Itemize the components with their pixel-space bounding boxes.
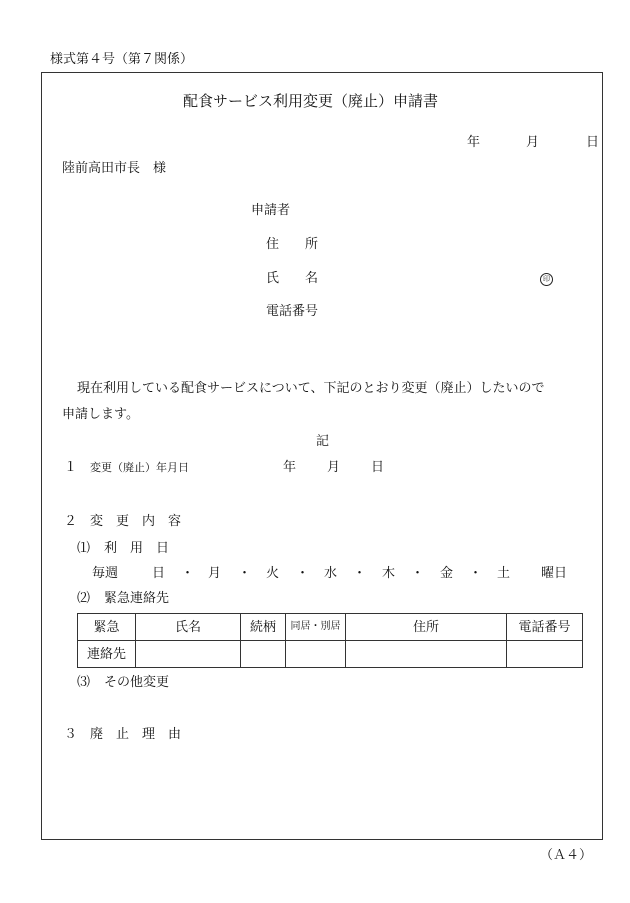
section-3-number: ３ bbox=[64, 727, 78, 742]
applicant-name-label: 氏 名 bbox=[266, 271, 319, 286]
applicant-phone-label: 電話番号 bbox=[266, 304, 319, 319]
usage-sep-2: ・ bbox=[238, 566, 252, 581]
section-1-label: 変更（廃止）年月日 bbox=[90, 461, 189, 474]
cell-address[interactable] bbox=[346, 641, 507, 668]
section-2-number: ２ bbox=[64, 514, 78, 529]
usage-day-thu: 木 bbox=[382, 566, 396, 581]
usage-suffix: 曜日 bbox=[541, 566, 568, 581]
usage-day-fri: 金 bbox=[440, 566, 454, 581]
form-number: 様式第４号（第７関係） bbox=[50, 52, 194, 67]
ki-mark: 記 bbox=[316, 434, 330, 449]
page-title: 配食サービス利用変更（廃止）申請書 bbox=[183, 92, 439, 110]
cell-phone[interactable] bbox=[507, 641, 583, 668]
usage-sep-5: ・ bbox=[411, 566, 425, 581]
body-line-1: 現在利用している配食サービスについて、下記のとおり変更（廃止）したいので bbox=[77, 381, 545, 396]
table-row bbox=[78, 641, 583, 668]
usage-sep-1: ・ bbox=[181, 566, 195, 581]
usage-sep-4: ・ bbox=[353, 566, 367, 581]
seal-mark: 印 bbox=[540, 271, 553, 286]
usage-day-wed: 水 bbox=[324, 566, 338, 581]
usage-day-sat: 土 bbox=[497, 566, 511, 581]
date-day: 日 bbox=[586, 135, 600, 150]
sub-3-label: その他変更 bbox=[104, 675, 170, 690]
body-line-2: 申請します。 bbox=[62, 407, 139, 422]
sub-1-number: ⑴ bbox=[77, 541, 91, 556]
table-row bbox=[78, 614, 583, 641]
cell-name[interactable] bbox=[136, 641, 241, 668]
applicant-address-label: 住 所 bbox=[266, 237, 319, 252]
section-1-month: 月 bbox=[327, 460, 341, 475]
section-1-day: 日 bbox=[371, 460, 385, 475]
cell-relation[interactable] bbox=[241, 641, 286, 668]
cell-cohabitation[interactable] bbox=[286, 641, 346, 668]
header-name: 氏名 bbox=[136, 614, 241, 641]
date-year: 年 bbox=[467, 135, 481, 150]
section-2-label: 変 更 内 容 bbox=[90, 514, 182, 529]
usage-weekly: 毎週 bbox=[92, 566, 119, 581]
sub-2-number: ⑵ bbox=[77, 591, 91, 606]
row-head-top: 緊急 bbox=[78, 614, 136, 641]
usage-sep-3: ・ bbox=[296, 566, 310, 581]
form-frame bbox=[41, 72, 603, 840]
section-1-number: １ bbox=[64, 460, 78, 475]
row-head-bottom: 連絡先 bbox=[78, 641, 136, 668]
section-3-label: 廃 止 理 由 bbox=[90, 727, 182, 742]
sub-2-label: 緊急連絡先 bbox=[104, 591, 170, 606]
usage-day-mon: 月 bbox=[208, 566, 222, 581]
addressee: 陸前高田市長 様 bbox=[62, 161, 167, 176]
section-1-year: 年 bbox=[283, 460, 297, 475]
usage-day-tue: 火 bbox=[266, 566, 280, 581]
date-month: 月 bbox=[526, 135, 540, 150]
sub-3-number: ⑶ bbox=[77, 675, 91, 690]
applicant-heading: 申請者 bbox=[251, 203, 291, 218]
sub-1-label: 利 用 日 bbox=[104, 541, 170, 556]
header-address: 住所 bbox=[346, 614, 507, 641]
header-relation: 続柄 bbox=[241, 614, 286, 641]
header-phone: 電話番号 bbox=[507, 614, 583, 641]
emergency-contact-table bbox=[77, 613, 583, 668]
header-cohabitation: 同居・別居 bbox=[286, 614, 346, 641]
paper-size: （Ａ４） bbox=[540, 848, 593, 863]
usage-day-sun: 日 bbox=[152, 566, 166, 581]
usage-sep-6: ・ bbox=[469, 566, 483, 581]
